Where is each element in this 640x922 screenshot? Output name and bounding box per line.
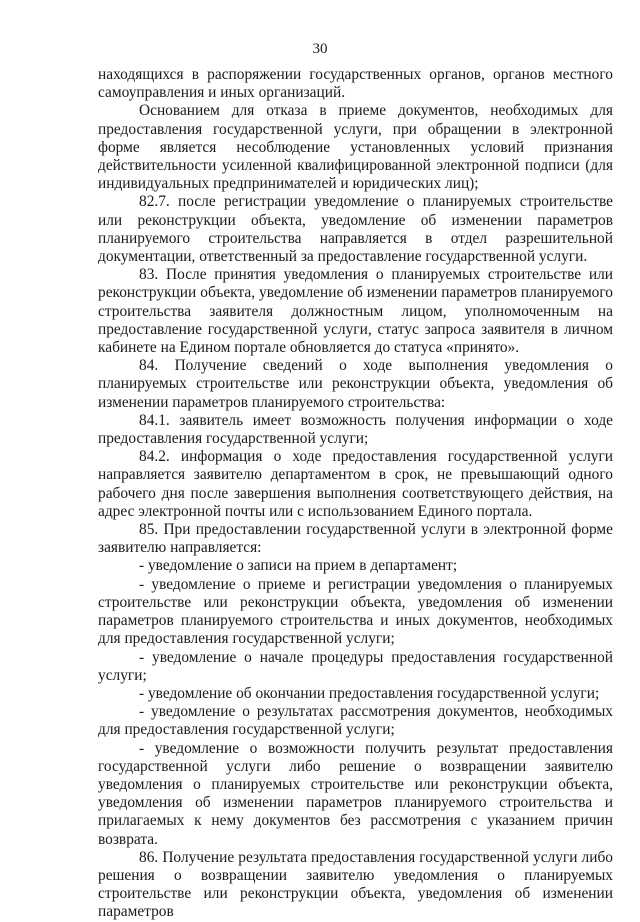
list-item-review-results-notice: - уведомление о результатах рассмотрения документов, необходимых для предоставления государственной услуги; bbox=[98, 703, 613, 739]
list-item-appointment-notice: - уведомление о записи на прием в департамент; bbox=[139, 557, 458, 575]
document-body bbox=[98, 66, 613, 922]
paragraph-84-1: 84.1. заявитель имеет возможность получения информации о ходе предоставления государственной услуги; bbox=[98, 411, 613, 448]
paragraph-84-2: 84.2. информация о ходе предоставления государственной услуги направляется заявителю департаментом в срок, не превышающий одного рабочего дня после завершения выполнения соответствующего действия, на адрес электронной почты или с использованием Единого портала. bbox=[98, 448, 613, 520]
list-item-procedure-start-notice: - уведомление о начале процедуры предоставления государственной услуги; bbox=[98, 648, 613, 684]
list-item-completion-notice: - уведомление об окончании предоставления государственной услуги; bbox=[139, 684, 600, 702]
page-number: 30 bbox=[312, 41, 328, 57]
list-item-registration-notice: - уведомление о приеме и регистрации уведомления о планируемых строительстве или реконструкции объекта, уведомления об изменении параметров планируемого строительства и иных документов, необходимых для предоставления государственной услуги; bbox=[98, 575, 613, 648]
paragraph-continuation: находящихся в распоряжении государственных органов, органов местного самоуправления и иных организаций. bbox=[98, 66, 613, 102]
paragraph-85: 85. При предоставлении государственной услуги в электронной форме заявителю направляется: bbox=[98, 521, 613, 557]
paragraph-refusal-grounds: Основанием для отказа в приеме документов, необходимых для предоставления государственной услуги, при обращении в электронной форме является несоблюдение установленных условий признания действительности усиленной квалифицированной электронной подписи (для индивидуальных предпринимателей и юридических лиц); bbox=[98, 102, 613, 193]
paragraph-83: 83. После принятия уведомления о планируемых строительстве или реконструкции объекта, уведомление об изменении параметров планируемого строительства заявителя должностным лицом, уполномоченным на предоставление государственной услуги, статус запроса заявителя в личном кабинете на Едином портале обновляется до статуса «принято». bbox=[98, 266, 613, 357]
paragraph-86: 86. Получение результата предоставления государственной услуги либо решения о возвращении заявителю уведомления о планируемых строительстве или реконструкции объекта, уведомления об изменении параметров bbox=[98, 848, 613, 921]
list-item-result-availability-notice: - уведомление о возможности получить результат предоставления государственной услуги либо решение о возвращении заявителю уведомления о планируемых строительстве или реконструкции объекта, уведомления об изменении параметров планируемого строительства и прилагаемых к нему документов без рассмотрения с указанием причин возврата. bbox=[98, 739, 613, 848]
paragraph-82-7: 82.7. после регистрации уведомление о планируемых строительстве или реконструкции объекта, уведомление об изменении параметров планируемого строительства направляется в отдел разрешительной документации, ответственный за предоставление государственной услуги. bbox=[98, 193, 613, 266]
paragraph-84: 84. Получение сведений о ходе выполнения уведомления о планируемых строительстве или реконструкции объекта, уведомления об изменении параметров планируемого строительства: bbox=[98, 357, 613, 411]
